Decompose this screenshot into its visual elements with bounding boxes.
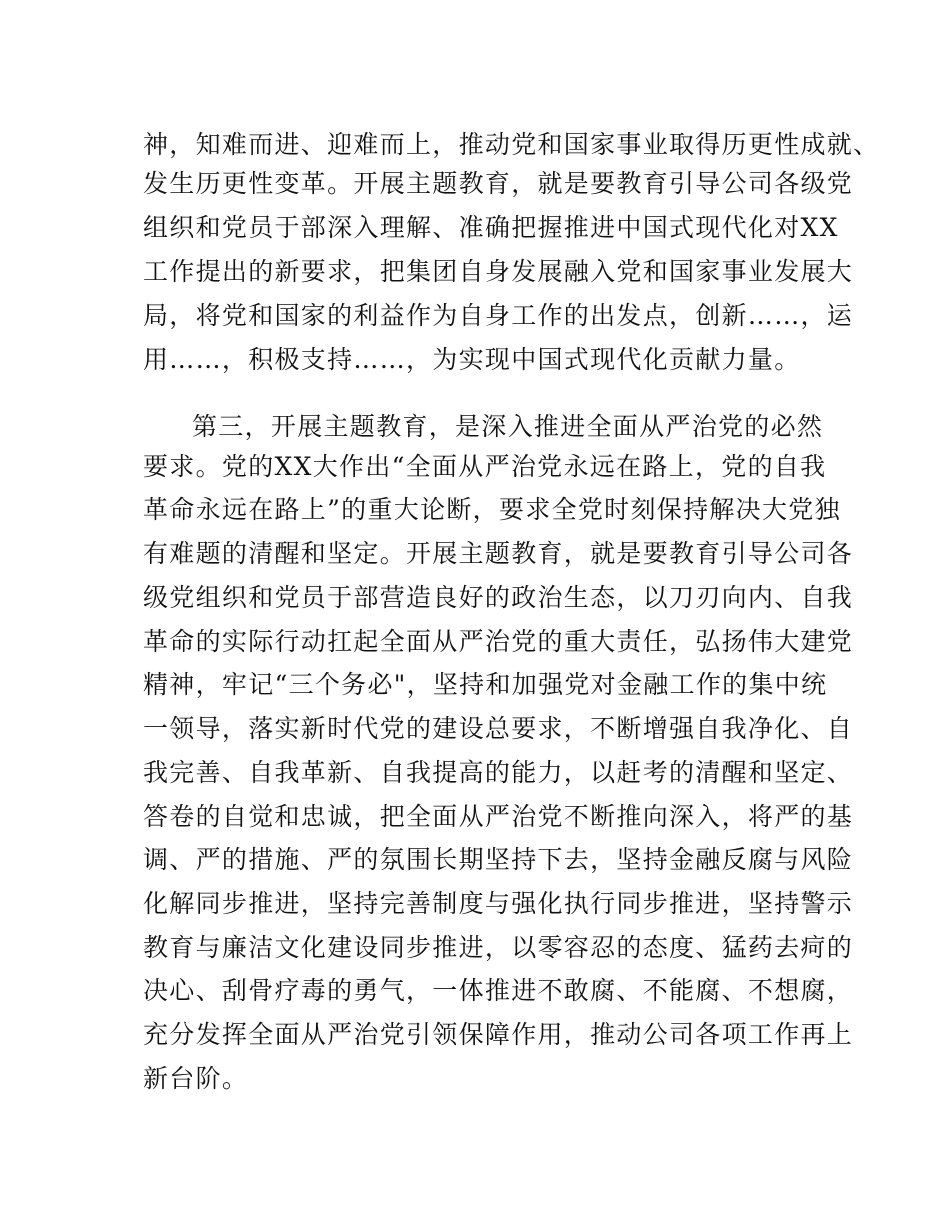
- text-line: 发生历更性变革。开展主题教育，就是要教育引导公司各级党: [143, 169, 854, 198]
- text-line: 我完善、自我革新、自我提高的能力，以赶考的清醒和坚定、: [143, 758, 854, 787]
- text-line: 局，将党和国家的利益作为自身工作的出发点，创新……，运: [143, 301, 854, 330]
- text-line: 答卷的自觉和忠诚，把全面从严治党不断推向深入，将严的基: [143, 802, 854, 831]
- text-line: 教育与廉洁文化建设同步推进，以零容忍的态度、猛药去疴的: [143, 933, 854, 962]
- text-line: 要求。党的XX大作出“全面从严治党永远在路上，党的自我: [143, 452, 827, 481]
- text-line: 第三，开展主题教育，是深入推进全面从严治党的必然: [192, 412, 824, 441]
- text-line: 革命永远在路上”的重大论断，要求全党时刻保持解决大党独: [143, 495, 841, 524]
- text-line: 精神，牢记“三个务必"，坚持和加强党对金融工作的集中统: [143, 670, 828, 699]
- text-line: 神，知难而进、迎难而上，推动党和国家事业取得历更性成就、: [143, 130, 880, 159]
- text-line: 充分发挥全面从严治党引领保障作用，推动公司各项工作再上: [143, 1020, 854, 1049]
- text-line: 新台阶。: [143, 1064, 249, 1093]
- text-line: 组织和党员于部深入理解、准确把握推进中国式现代化对XX: [143, 213, 839, 242]
- text-line: 有难题的清醒和坚定。开展主题教育，就是要教育引导公司各: [143, 539, 854, 568]
- text-line: 革命的实际行动扛起全面从严治党的重大责任，弘扬伟大建党: [143, 627, 854, 656]
- text-line: 调、严的措施、严的氛围长期坚持下去，坚持金融反腐与风险: [143, 845, 854, 874]
- text-line: 决心、刮骨疗毒的勇气，一体推进不敢腐、不能腐、不想腐，: [143, 976, 854, 1005]
- text-line: 化解同步推进，坚持完善制度与强化执行同步推进，坚持警示: [143, 889, 854, 918]
- text-line: 用……，积极支持……，为实现中国式现代化贡献力量。: [143, 345, 801, 374]
- text-line: 一领导，落实新时代党的建设总要求，不断增强自我净化、自: [143, 714, 854, 743]
- text-line: 级党组织和党员于部营造良好的政治生态，以刀刃向内、自我: [143, 583, 854, 612]
- text-line: 工作提出的新要求，把集团自身发展融入党和国家事业发展大: [143, 257, 854, 286]
